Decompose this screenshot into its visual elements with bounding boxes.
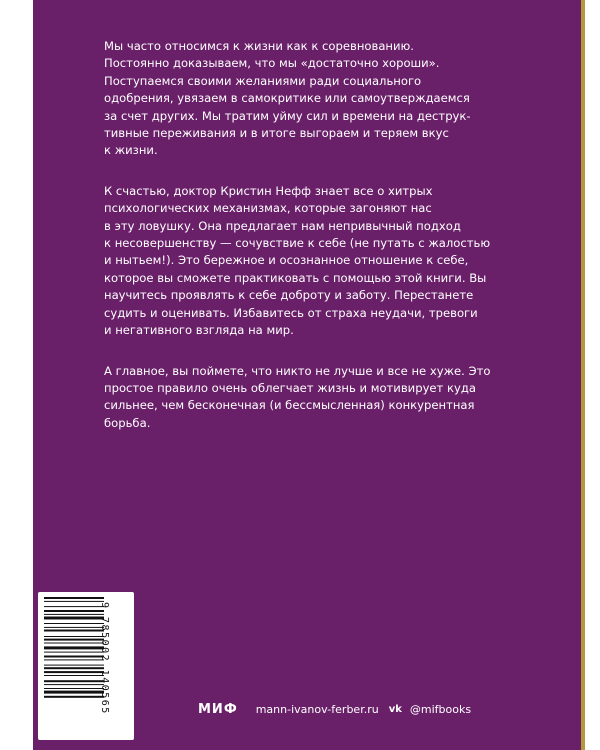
blurb-text [104, 38, 504, 455]
barcode-bar [44, 601, 104, 602]
barcode-bar [44, 617, 104, 620]
barcode-bar [44, 680, 104, 682]
barcode-bar [44, 643, 104, 644]
barcode-bar [44, 675, 104, 676]
barcode-bar [44, 614, 104, 615]
publisher-logo: МИФ [198, 702, 238, 717]
barcode-bar [44, 659, 104, 660]
publisher-footer [198, 702, 471, 717]
barcode-bar [44, 667, 104, 669]
barcode-bar [44, 646, 104, 649]
blurb-paragraph-2: К счастью, доктор Кристин Нефф знает все о хитрых психологических механизмах, которые загоняют нас в эту ловушку. Она предлагает нам непривычный подход к несовершенству — сочувствие к себе (не путать с жалостью и нытьем!). Это бережное и осознанное отношение к себе, которое вы сможете практиковать с помощью этой книги. Вы научитесь проявлять к себе доброту и заботу. Перестанете судить и оценивать. Избавитесь от страха неудачи, тревоги и негативного взгляда на мир. [104, 183, 491, 338]
barcode-bar [44, 610, 104, 612]
barcode-bar [44, 665, 104, 666]
barcode-bar [44, 671, 104, 673]
barcode-bar [44, 606, 104, 607]
barcode-bar [44, 696, 104, 698]
vk-icon: vk [388, 704, 402, 715]
barcode-bar [44, 630, 104, 632]
barcode-bar [44, 652, 104, 653]
barcode-bar [44, 656, 104, 658]
barcode-bars [44, 597, 106, 735]
barcode-bar [44, 639, 104, 641]
barcode-bar [44, 623, 104, 624]
barcode-bar [44, 688, 104, 689]
barcode-digits: 9 785002 140565 [99, 602, 110, 715]
blurb-paragraph-3: А главное, вы поймете, что никто не лучше и все не хуже. Это простое правило очень облегчает жизнь и мотивирует куда сильнее, чем бесконечная (и бессмысленная) конкурентная борьба. [104, 363, 491, 430]
barcode-bar [44, 597, 104, 599]
social-handle[interactable]: @mifbooks [409, 703, 472, 716]
isbn-barcode [38, 592, 134, 740]
barcode-bar [44, 627, 104, 628]
barcode-bar [44, 636, 104, 637]
blurb-paragraph-1: Мы часто относимся к жизни как к соревнованию. Постоянно доказываем, что мы «достаточно хороши». Поступаемся своими желаниями ради социального одобрения, увязаем в самокритике или самоутверждаемся за счет других. Мы тратим уйму сил и времени на деструк- тивные переживания и в итоге выгораем и теряем вкус к жизни. [104, 39, 471, 158]
website-link[interactable]: mann-ivanov-ferber.ru [255, 703, 379, 716]
barcode-bar [44, 691, 104, 694]
barcode-bar [44, 684, 104, 685]
spine-edge [581, 0, 585, 750]
